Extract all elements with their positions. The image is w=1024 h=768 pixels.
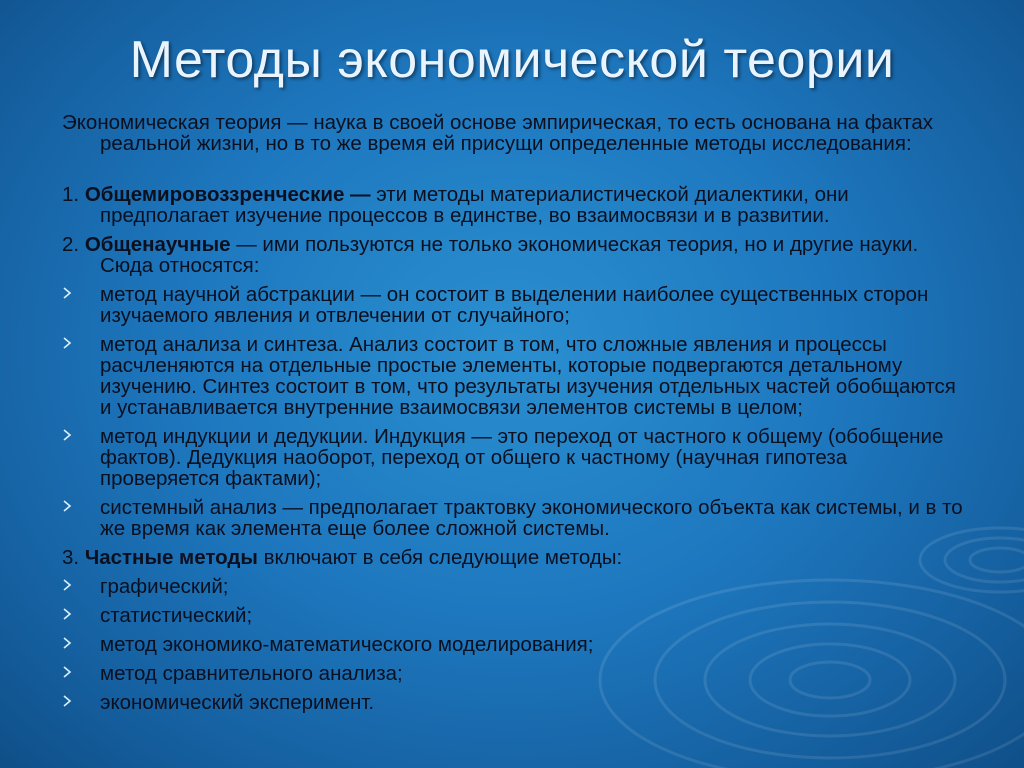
section-1-heading: Общемировоззренческие — [84,183,371,206]
section-2-text: — ими пользуются не только экономическая теория, но и другие науки. Сюда относятся: [100,233,919,277]
chevron-right-icon [62,496,76,512]
chevron-right-icon [62,691,76,707]
list-item: метод экономико-математического моделирования; [62,634,972,655]
section-1 [62,184,972,226]
slide-title: Методы экономической теории [129,31,895,89]
chevron-right-icon [62,604,76,620]
chevron-right-icon [62,662,76,678]
slide-body [62,112,972,721]
list-item: метод научной абстракции — он состоит в выделении наиболее существенных сторон изучаемого явления и отвлечении от случайного; [62,284,972,326]
chevron-right-icon [62,283,76,299]
section-2 [62,234,972,276]
section-3 [62,547,972,568]
section-2-heading: Общенаучные [84,233,231,256]
section-3-number: 3. [62,546,80,569]
list-item: метод сравнительного анализа; [62,663,972,684]
list-item: метод анализа и синтеза. Анализ состоит в том, что сложные явления и процессы расчленяются на отдельные простые элементы, которые подвергаются детальному изучению. Синтез состоит в том, что результаты изучения отдельных частей обобщаются и устанавливается внутренние взаимосвязи элементов системы в целом; [62,334,972,418]
list-item: метод индукции и дедукции. Индукция — это переход от частного к общему (обобщение фактов). Дедукция наоборот, переход от общего к частному (научная гипотеза проверяется фактами); [62,426,972,489]
list-item: графический; [62,576,972,597]
section-3-text: включают в себя следующие методы: [257,546,623,569]
chevron-right-icon [62,633,76,649]
chevron-right-icon [62,425,76,441]
section-3-heading: Частные методы [84,546,258,569]
chevron-right-icon [62,333,76,349]
list-item: статистический; [62,605,972,626]
intro-paragraph: Экономическая теория — наука в своей основе эмпирическая, то есть основана на фактах реальной жизни, но в то же время ей присущи определенные методы исследования: [62,111,934,155]
chevron-right-icon [62,575,76,591]
section-2-number: 2. [62,233,80,256]
section-1-number: 1. [62,183,80,206]
list-item: системный анализ — предполагает трактовку экономического объекта как системы, и в то же время как элемента еще более сложной системы. [62,497,972,539]
section-1-text: эти методы материалистической диалектики, они предполагает изучение процессов в единстве, во взаимосвязи и в развитии. [100,183,849,227]
list-item: экономический эксперимент. [62,692,972,713]
